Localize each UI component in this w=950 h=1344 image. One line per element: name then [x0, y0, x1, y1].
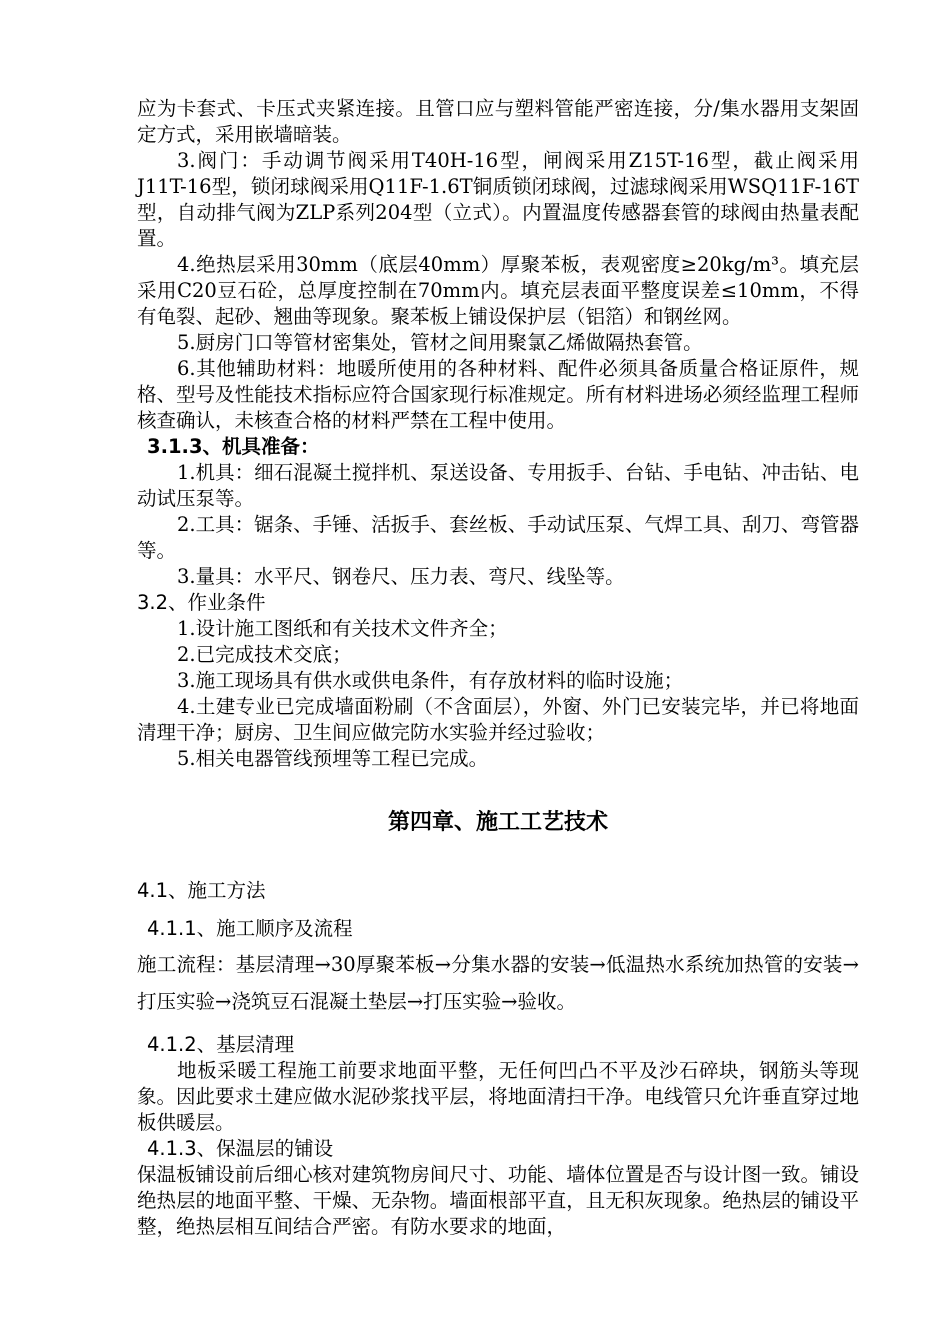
paragraph-pipe-connection: 应为卡套式、卡压式夹紧连接。且管口应与塑料管能严密连接，分/集水器用支架固定方式，采用嵌墙暗装。 — [137, 97, 859, 146]
paragraph-kitchen-pipes: 5.厨房门口等管材密集处，管材之间用聚氯乙烯做隔热套管。 — [177, 331, 703, 354]
condition-item-4: 4.土建专业已完成墙面粉刷（不含面层），外窗、外门已安装完毕，并已将地面清理干净；厨房、卫生间应做完防水实验并经过验收； — [137, 695, 859, 744]
paragraph-valves: 3.阀门：手动调节阀采用T40H-16型，闸阀采用Z15T-16型，截止阀采用J11T-16型，锁闭球阀采用Q11F-1.6T铜质锁闭球阀，过滤球阀采用WSQ11F-16T型，自动排气阀为ZLP系列204型（立式）。内置温度传感器套管的球阀由热量表配置。 — [137, 149, 859, 250]
paragraph-construction-flow: 施工流程：基层清理→30厚聚苯板→分集水器的安装→低温热水系统加热管的安装→打压实验→浇筑豆石混凝土垫层→打压实验→验收。 — [137, 953, 859, 1013]
paragraph-base-cleaning: 地板采暖工程施工前要求地面平整，无任何凹凸不平及沙石碎块，钢筋头等现象。因此要求土建应做水泥砂浆找平层，将地面清扫干净。电线管只允许垂直穿过地板供暖层。 — [137, 1059, 859, 1134]
condition-item-1: 1.设计施工图纸和有关技术文件齐全； — [177, 617, 508, 640]
tool-item-hand-tools: 2.工具：锯条、手锤、活扳手、套丝板、手动试压泵、气焊工具、刮刀、弯管器等。 — [137, 513, 859, 562]
condition-item-2: 2.已完成技术交底； — [177, 643, 352, 666]
heading-3-2: 3.2、作业条件 — [137, 591, 266, 614]
paragraph-auxiliary-materials: 6.其他辅助材料：地暖所使用的各种材料、配件必须具备质量合格证原件，规格、型号及性能技术指标应符合国家现行标准规定。所有材料进场必须经监理工程师核查确认，未核查合格的材料严禁在工程中使用。 — [137, 357, 859, 432]
heading-4-1-2: 4.1.2、基层清理 — [147, 1033, 295, 1056]
heading-4-1: 4.1、施工方法 — [137, 879, 266, 902]
tool-item-machines: 1.机具：细石混凝土搅拌机、泵送设备、专用扳手、台钻、手电钻、冲击钻、电动试压泵等。 — [137, 461, 859, 510]
paragraph-insulation-material: 4.绝热层采用30mm（底层40mm）厚聚苯板，表观密度≥20kg/m³。填充层采用C20豆石砼，总厚度控制在70mm内。填充层表面平整度误差≤10mm，不得有龟裂、起砂、翘曲等现象。聚苯板上铺设保护层（铝箔）和钢丝网。 — [137, 253, 859, 328]
paragraph-insulation-laying: 保温板铺设前后细心核对建筑物房间尺寸、功能、墙体位置是否与设计图一致。铺设绝热层的地面平整、干燥、无杂物。墙面根部平直，且无积灰现象。绝热层的铺设平整，绝热层相互间结合严密。有防水要求的地面， — [137, 1163, 859, 1238]
chapter-title: 第四章、施工工艺技术 — [387, 810, 608, 835]
heading-4-1-1: 4.1.1、施工顺序及流程 — [147, 917, 353, 940]
heading-3-1-3: 3.1.3、机具准备： — [147, 435, 320, 458]
condition-item-5: 5.相关电器管线预埋等工程已完成。 — [177, 747, 489, 770]
condition-item-3: 3.施工现场具有供水或供电条件，有存放材料的临时设施； — [177, 669, 684, 692]
tool-item-measuring: 3.量具：水平尺、钢卷尺、压力表、弯尺、线坠等。 — [177, 565, 625, 588]
document-page — [137, 96, 859, 1240]
heading-4-1-3: 4.1.3、保温层的铺设 — [147, 1137, 334, 1160]
